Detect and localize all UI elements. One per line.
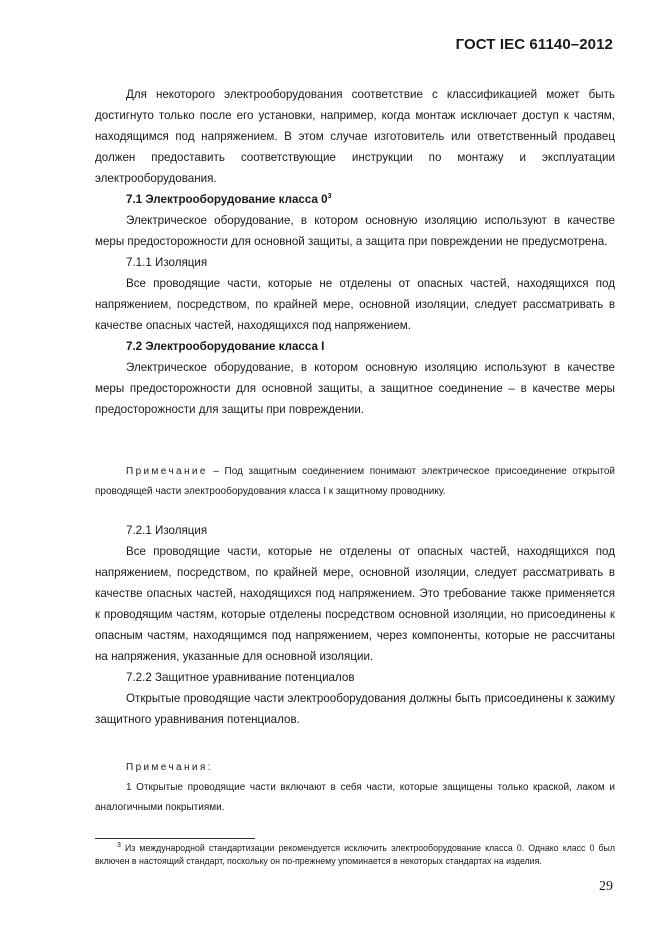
section-7-1-1-heading: 7.1.1 Изоляция [126,256,208,269]
page-number: 29 [599,879,613,894]
notes-2 [95,758,615,818]
footnote-divider [95,838,255,839]
section-7-2-2-heading: 7.2.2 Защитное уравнивание потенциалов [126,671,355,684]
section-7-1 [95,189,615,420]
section-7-1-1-text: Все проводящие части, которые не отделены от опасных частей, находящихся под напряжением, посредством, по крайней мере, основной изоляции, следует рассматривать в качестве опасных частей, находящихся под напряжением. [95,277,615,332]
section-7-2-heading: 7.2 Электрооборудование класса I [126,340,325,353]
section-7-2-2-text: Открытые проводящие части электрооборудования должны быть присоединены к зажиму защитного уравнивания потенциалов. [95,692,615,726]
note-1-label: Примечание [126,466,208,477]
notes-2-label: Примечания: [126,762,213,773]
footnote-text: Из международной стандартизации рекомендуется исключить электрооборудование класса 0. Однако класс 0 был включен в настоящий стандарт, поскольку он по-прежнему упоминается в некоторых стандартах на изделия. [95,843,615,866]
section-7-1-text: Электрическое оборудование, в котором основную изоляцию используют в качестве меры предосторожности для основной защиты, а защита при повреждении не предусмотрена. [95,214,615,248]
notes-2-label-line [95,758,615,778]
section-7-1-title: 7.1 Электрооборудование класса 0 [126,193,328,206]
note-1 [95,462,615,502]
section-7-2-1-heading: 7.2.1 Изоляция [126,524,208,537]
note-1-paragraph [95,462,615,502]
notes-2-item-1: 1 Открытые проводящие части включают в себя части, которые защищены только краской, лаком и аналогичными покрытиями. [95,782,615,813]
section-7-2-1-text: Все проводящие части, которые не отделены от опасных частей, находящихся под напряжением, посредством, по крайней мере, основной изоляции, следует рассматривать в качестве опасных частей, находящихся под напряжением. Это требование также применяется к проводящим частям, которые отделены посредством основной изоляции, но присоединены к опасным частям, находящимся под напряжением, через компоненты, которые не рассчитаны на напряжения, указанные для основной изоляции. [95,545,615,663]
note-1-text: – Под защитным соединением понимают электрическое присоединение открытой проводящей части электрооборудования класса I к защитному проводнику. [95,466,615,497]
footnote-ref: 3 [327,193,332,201]
footnote-marker: 3 [117,842,121,850]
intro-section [95,84,615,189]
intro-paragraph: Для некоторого электрооборудования соответствие с классификацией может быть достигнуто только после его установки, например, когда монтаж исключает доступ к частям, находящимся под напряжением. В этом случае изготовитель или ответственный продавец должен предоставить соответствующие инструкции по монтажу и эксплуатации электрооборудования. [95,88,615,185]
footnote [95,842,615,868]
section-7-2-1 [95,520,615,730]
document-header: ГОСТ IEC 61140–2012 [455,36,613,53]
section-7-1-heading [95,189,615,210]
section-7-2-text: Электрическое оборудование, в котором основную изоляцию используют в качестве меры предосторожности для основной защиты, а защитное соединение – в качестве меры предосторожности для защиты при повреждении. [95,361,615,416]
